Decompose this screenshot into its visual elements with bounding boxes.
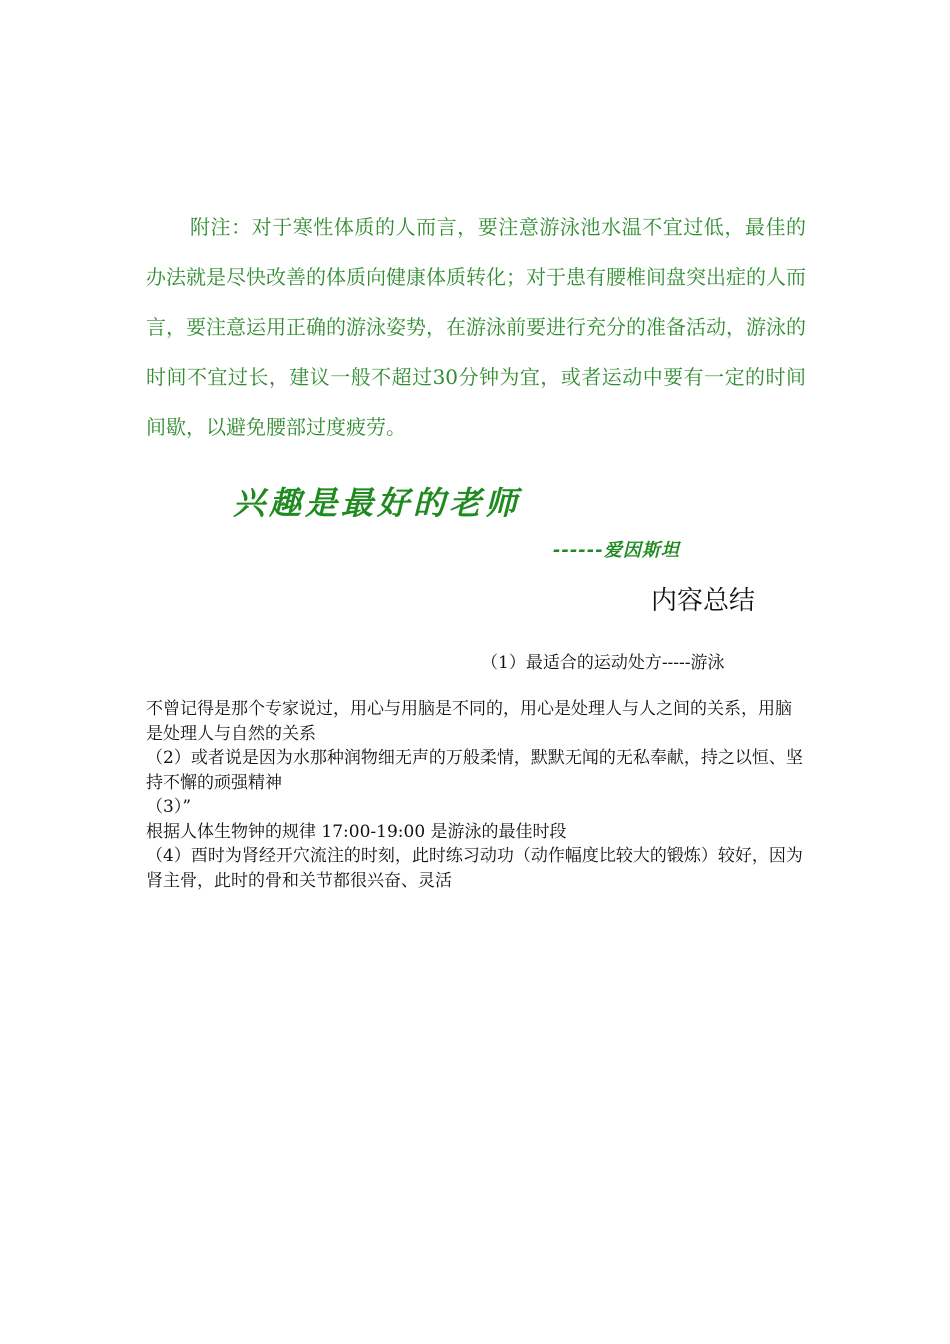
summary-subtitle: （1）最适合的运动处方-----游泳 (481, 653, 725, 673)
summary-paragraph: 不曾记得是那个专家说过，用心与用脑是不同的，用心是处理人与人之间的关系，用脑是处理人与自然的关系 (146, 699, 792, 744)
summary-paragraph: （3）” (146, 797, 192, 817)
quote-text: 兴趣是最好的老师 (233, 484, 522, 522)
quote-author: ------爱因斯坦 (553, 540, 680, 561)
summary-paragraph: （2）或者说是因为水那种润物细无声的万般柔情，默默无闻的无私奉献，持之以恒、坚持不懈的顽强精神 (146, 748, 803, 793)
summary-title: 内容总结 (651, 586, 756, 616)
note-paragraph: 附注：对于寒性体质的人而言，要注意游泳池水温不宜过低，最佳的办法就是尽快改善的体质向健康体质转化；对于患有腰椎间盘突出症的人而言，要注意运用正确的游泳姿势，在游泳前要进行充分的准备活动，游泳的时间不宜过长，建议一般不超过30分钟为宜，或者运动中要有一定的时间间歇，以避免腰部过度疲劳。 (146, 215, 806, 439)
summary-body (146, 697, 806, 893)
summary-paragraph: 根据人体生物钟的规律 17:00-19:00 是游泳的最佳时段 (146, 821, 567, 842)
summary-paragraph: （4）酉时为肾经开穴流注的时刻，此时练习动功（动作幅度比较大的锻炼）较好，因为肾主骨，此时的骨和关节都很兴奋、灵活 (146, 846, 803, 891)
